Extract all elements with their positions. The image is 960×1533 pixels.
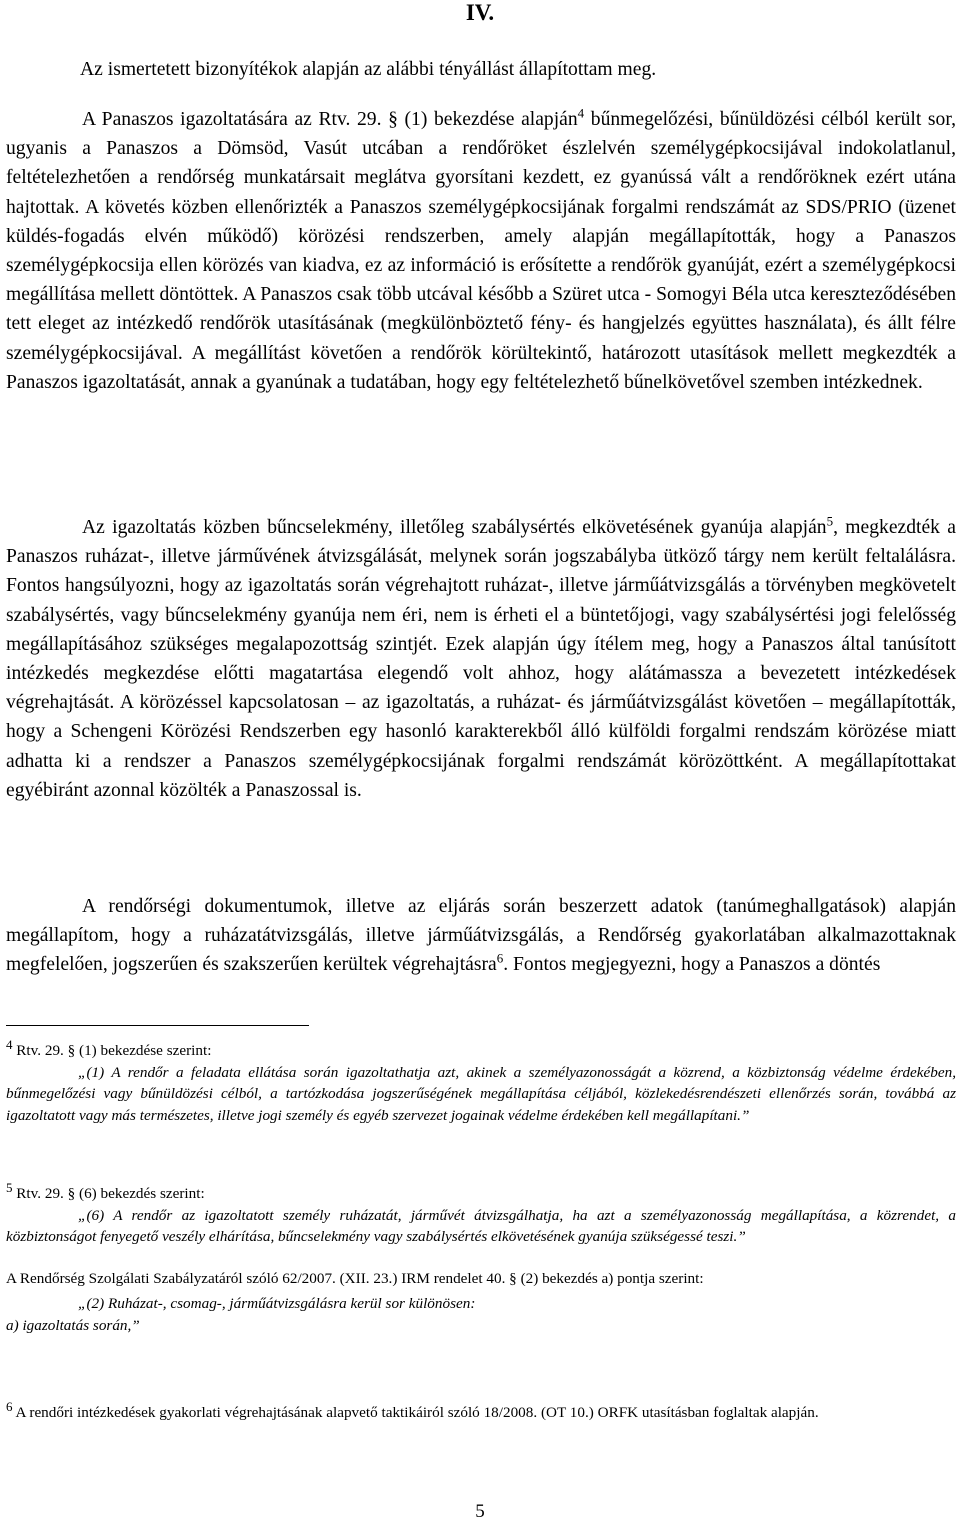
paragraph-1-text-b: bűnmegelőzési, bűnüldözési célból került sor, ugyanis a Panaszos a Dömsöd, Vasút utcában a rendőröket észlelvén személygépkocsijával indokolatlanul, feltételezhetően a rendőrség munkatársait meglátva gyorsítani kezdett, ez gyanússá vált a rendőröknek ezért utána hajtottak. A követés közben ellenőrizték a Panaszos személygépkocsijának forgalmi rendszámát az SDS/PRIO (üzenet küldés-fogadás elvén működő) körözési rendszerben, amely alapján megállapították, hogy a Panaszos személygépkocsija ellen körözés van kiadva, ez az információ is erősítette a rendőrök gyanúját, ezért a személygépkocsi megállítása mellett döntöttek. A Panaszos csak több utcával később a Szüret utca - Somogyi Béla utca kereszteződésében tett eleget az intézkedő rendőrök utasításának (megkülönböztető fény- és hangjelzés együttes használata), és állt félre személygépkocsijával. A megállítást követően a rendőrök körültekintő, határozott utasítások mellett megkezdték a Panaszos igazoltatását, annak a gyanúnak a tudatában, hogy egy feltételezhető bűnelkövetővel szemben intézkednek. [6,109,956,393]
footnote-6-text: A rendőri intézkedések gyakorlati végrehajtásának alapvető taktikáiról szóló 18/2008. (OT 10.) ORFK utasításban foglaltak alapján. [12,1404,819,1421]
paragraph-1 [6,105,956,397]
page-number: 5 [475,1501,485,1522]
paragraph-2-text-b: , megkezdték a Panaszos ruházat-, illetve járművének átvizsgálását, melynek során jogszabályba ütköző tárgy nem került feltalálásra. Fontos hangsúlyozni, hogy az igazoltatás során végrehajtott ruházat-, illetve járműátvizsgálás a törvényben megkövetelt szabálysértés, vagy bűncselekmény gyanúja nem éri, nem is érheti el a büntetőjogi, vagy szabálysértési jogi felelősség megállapításához szükséges megalapozottság szintjét. Ezek alapján úgy ítélem meg, hogy a Panaszos által tanúsított intézkedés megkezdése előtti magatartása elegendő volt ahhoz, hogy alátámassza a bevezetett intézkedések végrehajtását. A körözéssel kapcsolatosan – az igazoltatás, a ruházat- és járműátvizsgálást követően – megállapították, hogy a Schengeni Körözési Rendszerben egy hasonló karakterekből álló külföldi forgalmi rendszám körözése miatt adhatta ki a rendszer a Panaszos személygépkocsijának forgalmi rendszámát körözöttként. A megállapítottakat egyébiránt azonnal közölték a Panaszossal is. [6,517,956,801]
footnote-ref-5[interactable]: 5 [826,513,834,529]
paragraph-2 [6,513,956,805]
section-heading: IV. [465,0,495,25]
paragraph-1-text-a: A Panaszos igazoltatására az Rtv. 29. § (1) bekezdése alapján [82,109,578,130]
paragraph-2-text-a: Az igazoltatás közben bűncselekmény, illetőleg szabálysértés elkövetésének gyanúja alapján [82,517,827,538]
footnote-5 [6,1179,956,1336]
footnote-4 [6,1036,956,1126]
footnote-4-number: 4 [6,1036,13,1052]
paragraph-3-text-a: A rendőrségi dokumentumok, illetve az eljárás során beszerzett adatok (tanúmeghallgatások) alapján megállapítom, hogy a ruházatátvizsgálás, illetve járműátvizsgálás, a Rendőrség gyakorlatában alkalmazottaknak megfelelően, jogszerűen és szakszerűen kerültek végrehajtásra [6,896,956,976]
paragraph-3-text-b: . Fontos megjegyezni, hogy a Panaszos a döntés [503,954,881,976]
footnote-6 [6,1398,956,1424]
footnote-separator [6,1025,309,1026]
footnote-5-title: Rtv. 29. § (6) bekezdés szerint: [12,1185,205,1202]
footnote-6-number: 6 [6,1398,13,1414]
paragraph-3 [6,892,956,980]
footnote-5-quote: „(6) A rendőr az igazoltatott személy ruházatát, járművét átvizsgálhatja, ha azt a személyazonosság megállapítása, a közrendet, a közbiztonságot fenyegető veszély elhárítása, bűncselekmény vagy szabálysértés elkövetésének gyanúja szükségessé teszi.” [6,1206,956,1245]
intro-sentence: Az ismertetett bizonyítékok alapján az alábbi tényállást állapítottam meg. [80,59,657,80]
footnote-4-title: Rtv. 29. § (1) bekezdése szerint: [12,1042,212,1059]
footnote-5-quote2-line2: a) igazoltatás során,” [6,1316,140,1334]
footnote-5-heading [6,1179,956,1205]
footnote-5-quote2-line1: „(2) Ruházat-, csomag-, járműátvizsgálásra kerül sor különösen: [78,1295,476,1312]
footnote-ref-4[interactable]: 4 [577,105,585,121]
footnote-ref-6[interactable]: 6 [496,950,504,966]
footnote-4-heading [6,1036,956,1062]
footnote-5-regulation: A Rendőrség Szolgálati Szabályzatáról szóló 62/2007. (XII. 23.) IRM rendelet 40. § (2) bekezdés a) pontja szerint: [6,1269,704,1287]
footnote-4-quote: „(1) A rendőr a feladata ellátása során igazoltathatja azt, akinek a személyazonosságát a közrend, a közbiztonság védelme érdekében, bűnmegelőzési vagy bűnüldözési célból, a tartózkodása jogszerűségének megállapítása céljából, közlekedésrendészeti ellenőrzés során, továbbá az igazoltatott vagy más természetes, illetve jogi személy és egyéb szervezet jogainak védelme érdekében kell megállapítani.” [6,1063,956,1124]
footnote-5-number: 5 [6,1179,13,1195]
